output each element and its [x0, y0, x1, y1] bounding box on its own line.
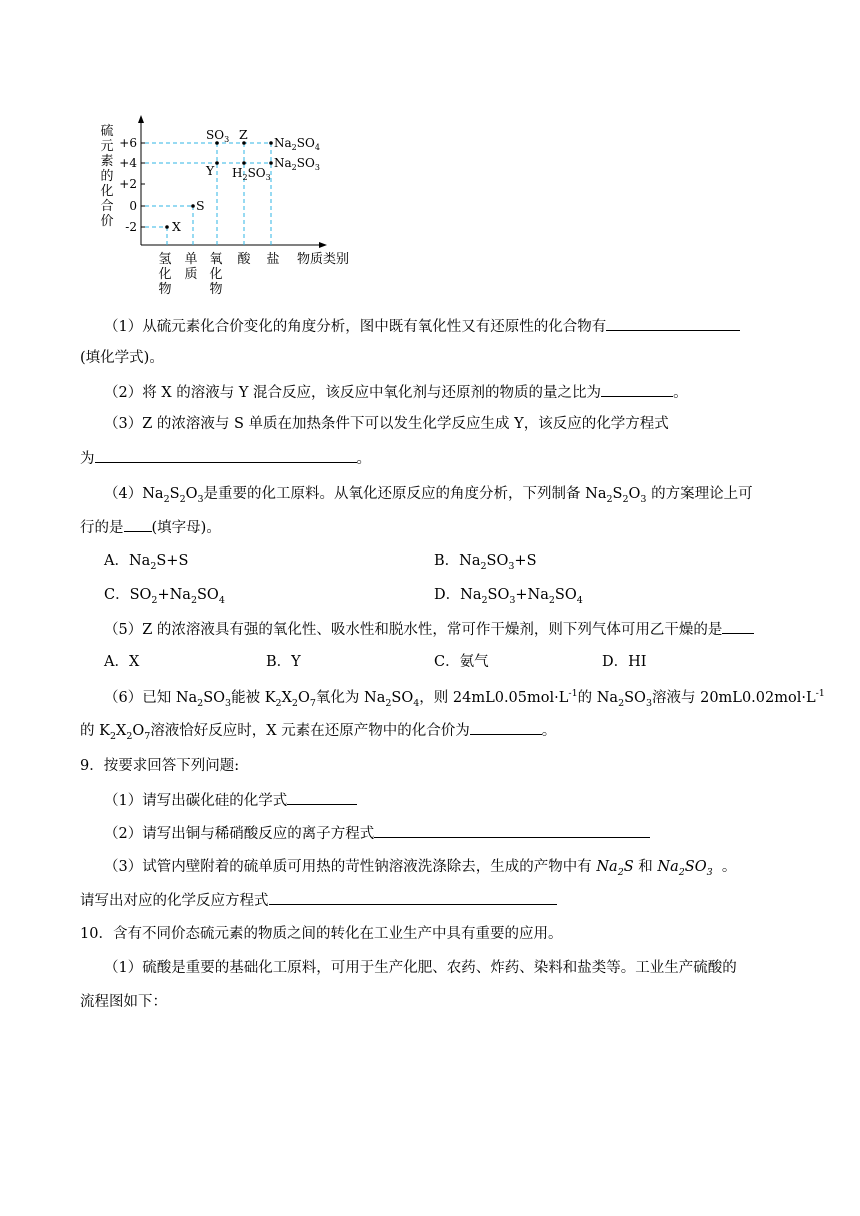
q8-part6: （6）已知 $Na_2SO_3$能被 $K_2X_2O_7$氧化为 $Na_2SO_4$，则 $24mL0.05mol\cdot L^{-1}$的 $Na_2SO_3$溶液与 $20mL0.02mol\cdot L^{-1}$	[104, 688, 825, 709]
answer-blank[interactable]	[95, 448, 357, 463]
ytick-label: +4	[119, 156, 137, 170]
q9-part2: （2）请写出铜与稀硝酸反应的离子方程式	[104, 823, 650, 844]
label-H2SO3: $H_2SO_3$	[232, 166, 271, 182]
q10-part1: （1）硫酸是重要的基础化工原料，可用于生产化肥、农药、炸药、染料和盐类等。工业生产硫酸的	[104, 960, 737, 976]
ylabel-char: 价	[100, 214, 114, 229]
q8-part1: （1）从硫元素化合价变化的角度分析，图中既有氧化性又有还原性的化合物有	[104, 316, 740, 337]
q8-option-D: D．$Na_2SO_3+Na_2SO_4$	[434, 587, 583, 606]
xcat-char: 物	[209, 282, 223, 297]
answer-blank[interactable]	[374, 823, 650, 838]
ylabel-char: 化	[100, 184, 114, 199]
point-S	[191, 204, 195, 208]
q8-part5-B: B．Y	[266, 654, 301, 670]
answer-blank[interactable]	[470, 720, 542, 735]
label-Z: Z	[239, 127, 248, 142]
ytick-label: +2	[119, 177, 137, 191]
ylabel-char: 合	[100, 199, 114, 214]
answer-blank[interactable]	[124, 517, 152, 532]
label-SO3: $SO_3$	[206, 128, 230, 144]
q8-part1-cont: (填化学式)。	[80, 350, 164, 366]
sulfur-valence-chart	[95, 115, 375, 300]
q9-part3-cont: 请写出对应的化学反应方程式	[80, 890, 557, 911]
label-X: X	[172, 219, 181, 234]
answer-blank[interactable]	[269, 890, 557, 905]
x-axis-arrow	[319, 242, 327, 248]
ylabel-char: 硫	[100, 124, 114, 139]
q8-part5-C: C．氨气	[434, 654, 489, 670]
q8-part5: （5）Z 的浓溶液具有强的氧化性、吸水性和脱水性，常可作干燥剂，则下列气体可用乙干燥的是	[104, 619, 754, 640]
label-Na2SO4: $Na_2SO_4$	[274, 136, 320, 152]
xcat-char: 氢	[158, 252, 172, 267]
q8-part4: $(4)Na_2S_2O_3$是重要的化工原料。从氧化还原反应的角度分析，下列制备 $Na_2S_2O_3$ 的方案理论上可	[104, 486, 753, 505]
xcat-char: 化	[158, 267, 172, 282]
label-Y: Y	[206, 163, 215, 178]
q8-part3-cont: 为 。	[80, 448, 371, 469]
ytick-label: 0	[129, 199, 137, 213]
q8-part3: （3）Z 的浓溶液与 S 单质在加热条件下可以发生化学反应生成 Y，该反应的化学方程式	[104, 416, 669, 432]
q8-part6-cont: 的 $K_2X_2O_7$溶液恰好反应时，X 元素在还原产物中的化合价为 。	[80, 720, 556, 741]
xcat-char: 酸	[237, 252, 251, 267]
q10-title: 10．含有不同价态硫元素的物质之间的转化在工业生产中具有重要的应用。	[80, 926, 563, 942]
q8-option-A: A．$Na_2S+S$	[104, 553, 189, 572]
q8-part4-cont: 行的是 (填字母)。	[80, 517, 221, 538]
answer-blank[interactable]	[601, 382, 673, 397]
point-Y	[215, 161, 219, 165]
label-Na2SO3: $Na_2SO_3$	[274, 156, 320, 172]
ylabel-char: 元	[100, 139, 114, 154]
q9-part3: （3）试管内壁附着的硫单质可用热的苛性钠溶液洗涤除去，生成的产物中有 $Na_2S$ 和 $Na_2SO_3$ 。	[104, 859, 737, 878]
point-X	[165, 225, 169, 229]
xcat-char: 盐	[266, 252, 280, 267]
q8-option-B: B．$Na_2SO_3+S$	[434, 553, 537, 572]
ytick-label: +6	[119, 136, 137, 150]
point-H2SO3	[242, 161, 246, 165]
q8-option-C: C．$SO_2+Na_2SO_4$	[104, 587, 225, 606]
answer-blank[interactable]	[722, 619, 754, 634]
ylabel-char: 的	[100, 169, 114, 184]
q9-title: 9．按要求回答下列问题:	[80, 758, 240, 774]
point-Na2SO3	[269, 161, 273, 165]
q8-part5-A: A．X	[104, 654, 140, 670]
xcat-char: 质	[184, 267, 198, 282]
answer-blank[interactable]	[287, 790, 357, 805]
xcat-char: 单	[184, 252, 198, 267]
ytick-label: -2	[125, 220, 137, 234]
q8-part2: （2）将 X 的溶液与 Y 混合反应，该反应中氧化剂与还原剂的物质的量之比为 。	[104, 382, 688, 403]
xcat-char: 化	[209, 267, 223, 282]
q10-part1-cont: 流程图如下：	[80, 994, 167, 1010]
y-axis-arrow	[138, 115, 144, 123]
ylabel-char: 素	[100, 154, 114, 169]
label-S: S	[196, 198, 205, 213]
xcat-char: 氧	[209, 252, 223, 267]
q9-part1: （1）请写出碳化硅的化学式	[104, 790, 357, 811]
chart-ylabel	[100, 124, 113, 229]
xcat-char: 物	[158, 282, 172, 297]
point-Na2SO4	[269, 141, 273, 145]
answer-blank[interactable]	[606, 316, 740, 331]
q8-part5-D: D．HI	[602, 654, 647, 670]
xlabel: 物质类别	[297, 252, 350, 267]
